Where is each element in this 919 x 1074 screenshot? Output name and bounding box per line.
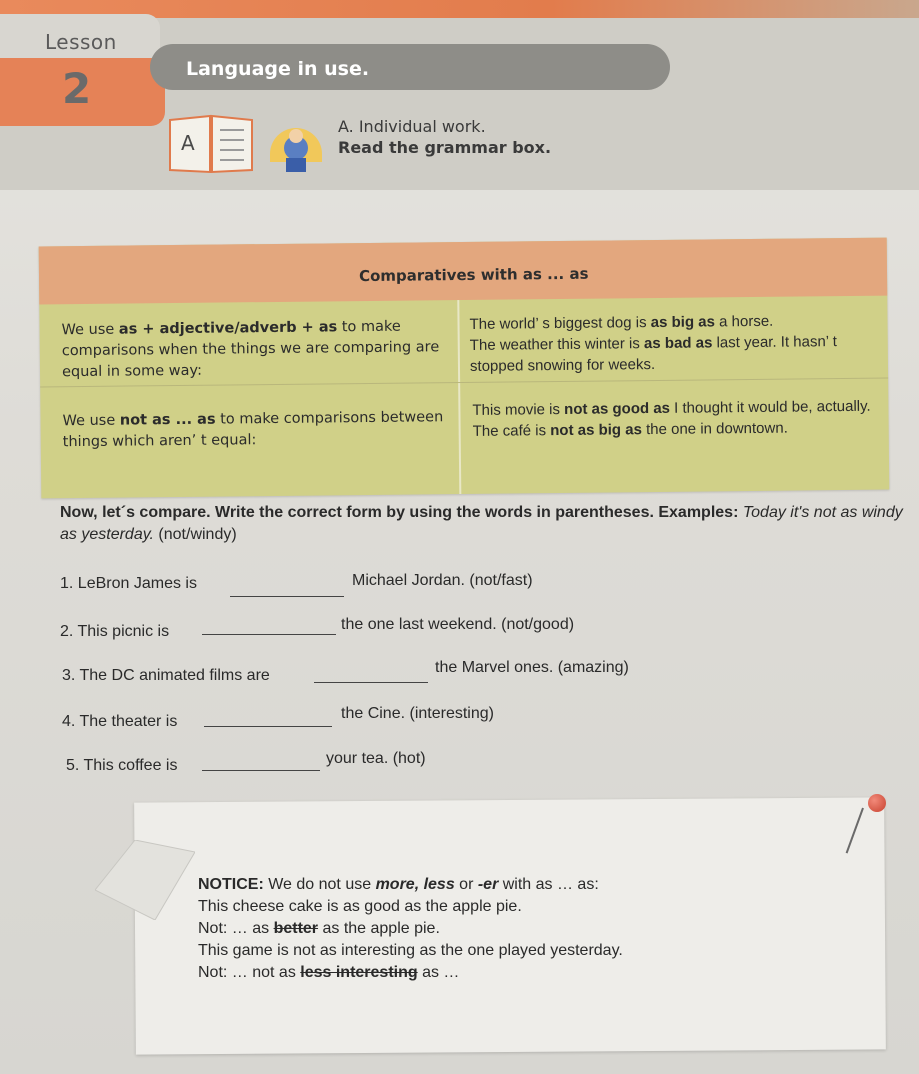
notice-line: This cheese cake is as good as the apple pie. xyxy=(198,898,522,915)
notice-fragment: with as … as: xyxy=(498,876,599,893)
exercise-after: the Cine. (interesting) xyxy=(341,705,494,722)
exercise-before: The DC animated films are xyxy=(79,667,270,684)
push-pin-icon xyxy=(868,794,886,812)
answer-blank-5[interactable] xyxy=(202,770,320,771)
rule2-example xyxy=(472,396,882,421)
notice-fragment: or xyxy=(454,876,478,893)
grammar-box xyxy=(39,238,890,499)
notice-fragment: as the apple pie. xyxy=(318,920,440,937)
notice-line: This game is not as interesting as the one played yesterday. xyxy=(198,942,623,959)
exercise-after: the one last weekend. (not/good) xyxy=(341,616,575,633)
rule2-examples xyxy=(472,396,882,442)
example-bold: not as big as xyxy=(550,421,642,440)
exercise-before: The theater is xyxy=(79,713,178,730)
notice-label: NOTICE: xyxy=(198,876,264,893)
exercise-before: This picnic is xyxy=(77,623,170,640)
answer-blank-3[interactable] xyxy=(314,682,428,683)
exercise-number: 1. xyxy=(60,575,74,592)
rule1-examples xyxy=(469,310,880,377)
instructions-bold: Now, let´s compare. Write the correct form by using the words in parentheses. Examples: xyxy=(60,504,739,521)
unit-title: Language in use. xyxy=(186,58,370,80)
exercise-number: 5. xyxy=(66,757,80,774)
example-bold: as big as xyxy=(650,313,716,332)
answer-blank-4[interactable] xyxy=(204,726,332,727)
example-bold: not as good as xyxy=(564,399,671,418)
task-instruction: Read the grammar box. xyxy=(338,138,552,157)
instructions-hint: (not/windy) xyxy=(158,526,237,543)
notice-fragment: We do not use xyxy=(263,876,376,893)
exercise-before: This coffee is xyxy=(83,757,178,774)
exercise-number: 4. xyxy=(62,713,76,730)
rule-not-as-as xyxy=(62,407,452,453)
rule2-pre: We use xyxy=(62,412,120,430)
grammar-box-title: Comparatives with as ... as xyxy=(358,264,589,286)
exercise-instructions xyxy=(60,502,910,546)
exercise-item xyxy=(60,623,169,641)
example-post: the one in downtown. xyxy=(641,419,788,439)
example-pre: The café is xyxy=(472,422,551,440)
rule2-example xyxy=(473,417,883,442)
exercise-item xyxy=(66,757,177,775)
rule1-bold: as + adjective/adverb + as xyxy=(118,319,338,338)
column-divider xyxy=(457,300,461,494)
rule1-example xyxy=(470,331,880,377)
book-icon-letter: A xyxy=(181,131,195,155)
notice-fragment: Not: … as xyxy=(198,920,274,937)
notice-line xyxy=(198,918,838,940)
example-bold: as bad as xyxy=(643,334,713,353)
exercise-after: the Marvel ones. (amazing) xyxy=(435,659,629,676)
exercise-item xyxy=(62,713,177,731)
rule1-post: to make comparisons when the things we are comparing are equal in some way: xyxy=(61,318,440,381)
notice-line xyxy=(198,874,838,896)
struck-word: better xyxy=(273,920,319,937)
exercise-after: Michael Jordan. (not/fast) xyxy=(352,572,533,589)
exercise-item xyxy=(60,575,197,593)
example-pre: The weather this winter is xyxy=(469,335,645,354)
exercise-number: 3. xyxy=(62,667,76,684)
notice-text xyxy=(198,874,838,984)
lesson-label: Lesson xyxy=(45,30,117,54)
example-pre: This movie is xyxy=(472,400,565,419)
page-curl-decoration xyxy=(95,840,195,920)
exercise-item xyxy=(62,667,270,685)
rule1-pre: We use xyxy=(61,321,119,339)
exercise-after: your tea. (hot) xyxy=(326,750,426,767)
task-label: A. Individual work. xyxy=(338,117,486,136)
lesson-number: 2 xyxy=(62,64,92,113)
example-post: I thought it would be, actually. xyxy=(669,397,871,417)
struck-word: less interesting xyxy=(300,964,418,981)
person-globe-icon xyxy=(262,114,330,174)
notice-fragment: as … xyxy=(417,964,460,981)
notice-emphasis: more, less xyxy=(375,876,455,893)
example-post: a horse. xyxy=(714,312,774,331)
example-pre: The world’ s biggest dog is xyxy=(469,314,651,333)
rule2-post: to make comparisons between things which aren’ t equal: xyxy=(62,409,444,451)
answer-blank-1[interactable] xyxy=(230,596,344,597)
exercise-before: LeBron James is xyxy=(77,575,197,592)
example-post: last year. It hasn’ t stopped snowing for weeks. xyxy=(469,333,837,375)
rule-as-as xyxy=(61,316,452,383)
instructions-example: Today it's not as windy as yesterday. xyxy=(60,504,903,543)
rule2-bold: not as ... as xyxy=(119,411,216,429)
notice-fragment: Not: … not as xyxy=(198,964,301,981)
notice-emphasis: -er xyxy=(477,876,499,893)
notice-line xyxy=(198,962,838,984)
book-icon xyxy=(166,112,256,174)
answer-blank-2[interactable] xyxy=(202,634,336,635)
exercise-number: 2. xyxy=(60,623,74,640)
